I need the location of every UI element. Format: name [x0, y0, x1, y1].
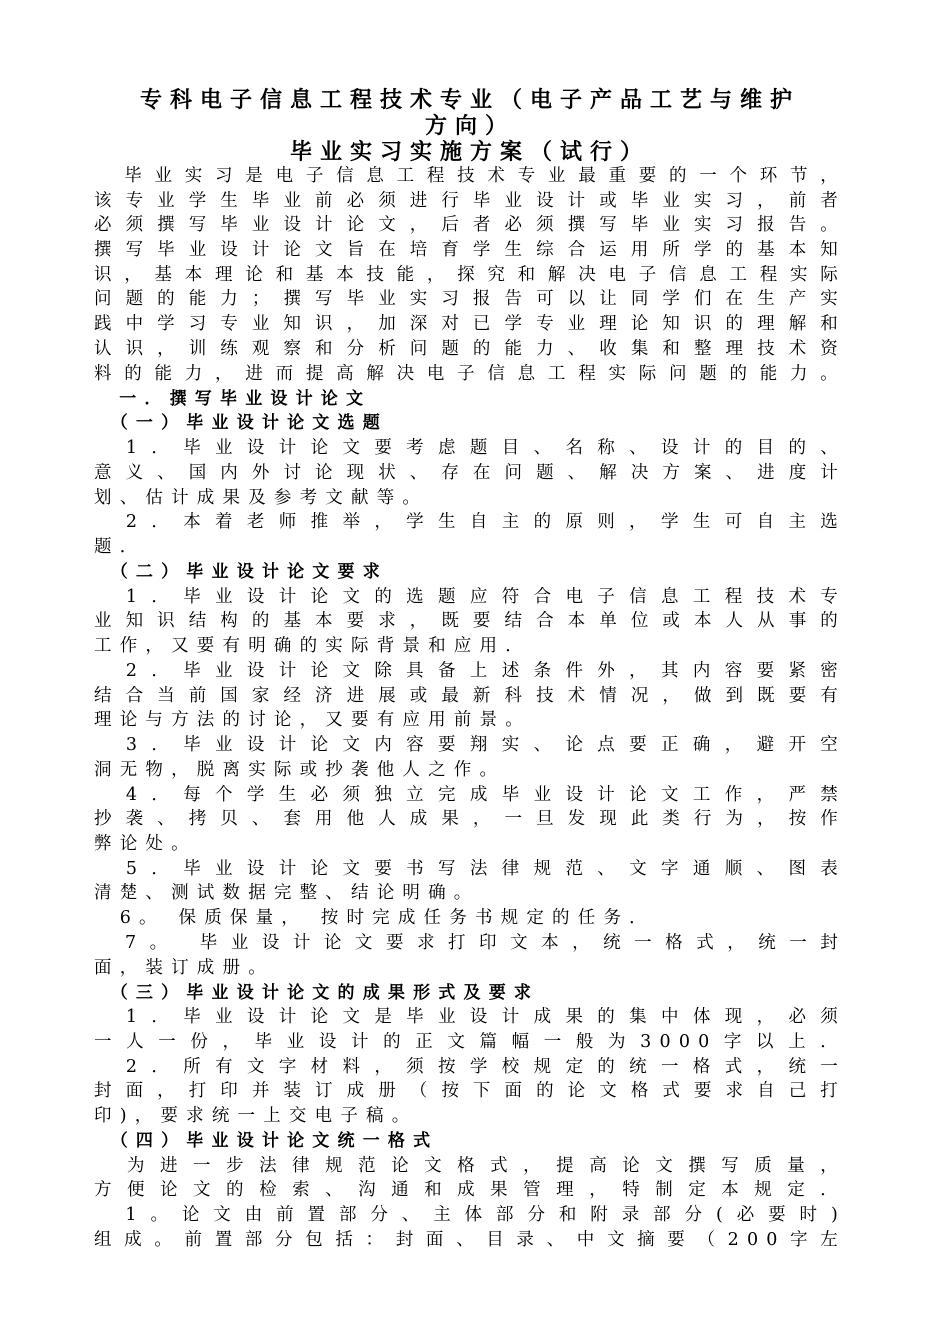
body-line: 认识，训练观察和分析问题的能力、收集和整理技术资	[94, 339, 846, 359]
body-line: 撰写毕业设计论文旨在培育学生综合运用所学的基本知	[94, 240, 846, 260]
title-line-1: 专科电子信息工程技术专业（电子产品工艺与维护	[139, 88, 800, 113]
title-line-2: 方向）	[424, 114, 515, 139]
subsection-heading: （二）毕业设计论文要求	[94, 562, 388, 582]
body-line: 工作，又要有明确的实际背景和应用．	[94, 636, 531, 656]
subsection-heading: （四）毕业设计论文统一格式	[94, 1131, 439, 1151]
body-line: 组成。前置部分包括：封面、目录、中文摘要（200字左	[94, 1230, 846, 1250]
body-line: 7。 毕业设计论文要求打印文本，统一格式，统一封	[94, 933, 846, 953]
body-line: 业知识结构的基本要求，既要结合本单位或本人从事的	[94, 611, 846, 631]
body-line: 1．毕业设计论文的选题应符合电子信息工程技术专	[94, 587, 846, 607]
body-line: 2．毕业设计论文除具备上述条件外，其内容要紧密	[94, 661, 846, 681]
body-line: 必须撰写毕业设计论文，后者必须撰写毕业实习报告。	[94, 215, 846, 235]
body-line: 方便论文的检索、沟通和成果管理，特制定本规定．	[94, 1180, 846, 1200]
section-heading: 一．撰写毕业设计论文	[94, 389, 372, 409]
body-line: 一人一份，毕业设计的正文篇幅一般为3000字以上．	[94, 1032, 846, 1052]
body-line: 该专业学生毕业前必须进行毕业设计或毕业实习，前者	[94, 191, 846, 211]
body-line: 理论与方法的讨论，又要有应用前景。	[94, 710, 531, 730]
body-line: 6。 保质保量， 按时完成任务书规定的任务．	[94, 908, 655, 928]
body-line: 毕业实习是电子信息工程技术专业最重要的一个环节，	[94, 166, 846, 186]
body-line: 1．毕业设计论文要考虑题目、名称、设计的目的、	[94, 438, 846, 458]
body-line: 印)，要求统一上交电子稿。	[94, 1106, 418, 1126]
body-line: 意义、国内外讨论现状、存在问题、解决方案、进度计	[94, 463, 846, 483]
body-line: 识，基本理论和基本技能，探究和解决电子信息工程实际	[94, 265, 846, 285]
body-line: 为进一步法律规范论文格式，提高论文撰写质量，	[94, 1156, 846, 1176]
body-line: 2．所有文字材料，须按学校规定的统一格式，统一	[94, 1057, 846, 1077]
body-line: 洞无物，脱离实际或抄袭他人之作。	[94, 760, 506, 780]
body-line: 封面，打印并装订成册（按下面的论文格式要求自己打	[94, 1081, 846, 1101]
body-line: 划、估计成果及参考文献等。	[94, 488, 429, 508]
body-line: 清楚、测试数据完整、结论明确。	[94, 883, 480, 903]
body-line: 抄袭、拷贝、套用他人成果，一旦发现此类行为，按作	[94, 809, 846, 829]
body-line: 1。论文由前置部分、主体部分和附录部分(必要时)	[94, 1205, 846, 1225]
subsection-heading: （三）毕业设计论文的成果形式及要求	[94, 983, 540, 1003]
body-line: 2．本着老师推举，学生自主的原则，学生可自主选	[94, 512, 846, 532]
body-line: 3．毕业设计论文内容要翔实、论点要正确，避开空	[94, 735, 846, 755]
subsection-heading: （一）毕业设计论文选题	[94, 413, 388, 433]
body-line: 面，装订成册。	[94, 958, 274, 978]
body-line: 践中学习专业知识，加深对已学专业理论知识的理解和	[94, 314, 846, 334]
body-line: 料的能力，进而提高解决电子信息工程实际问题的能力。	[94, 364, 846, 384]
body-line: 题．	[94, 537, 146, 557]
body-line: 弊论处。	[94, 834, 197, 854]
body-line: 问题的能力；撰写毕业实习报告可以让同学们在生产实	[94, 289, 846, 309]
body-line: 4．每个学生必须独立完成毕业设计论文工作，严禁	[94, 785, 846, 805]
body-line: 5．毕业设计论文要书写法律规范、文字通顺、图表	[94, 859, 846, 879]
body-line: 结合当前国家经济进展或最新科技术情况，做到既要有	[94, 686, 846, 706]
body-line: 1．毕业设计论文是毕业设计成果的集中体现，必须	[94, 1007, 846, 1027]
title-line-3: 毕业实习实施方案（试行）	[289, 140, 650, 165]
